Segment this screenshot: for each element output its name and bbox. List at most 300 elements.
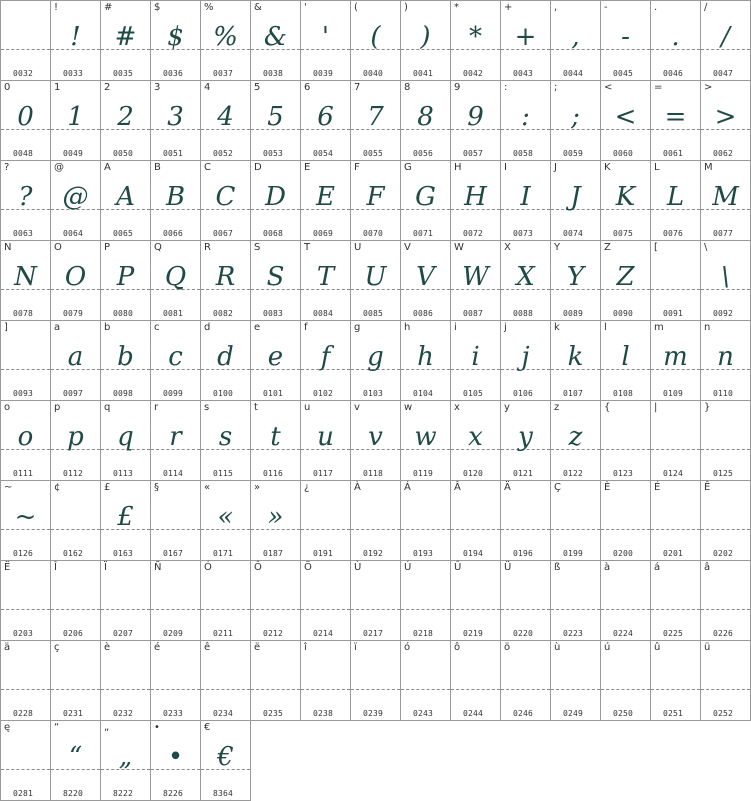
handwritten-glyph: 6 (317, 102, 334, 132)
reference-character: S (254, 242, 261, 253)
glyph-cell (0, 321, 51, 401)
character-code: 0163 (113, 549, 134, 558)
character-code: 0076 (663, 229, 684, 238)
handwritten-glyph: d (217, 342, 234, 372)
reference-character: ¿ (304, 482, 310, 493)
handwritten-glyph (551, 575, 600, 619)
glyph-cell (201, 161, 251, 241)
glyph-cell (251, 561, 301, 641)
handwritten-glyph: $ (167, 22, 184, 52)
character-code: 0073 (513, 229, 534, 238)
handwritten-glyph: N (14, 262, 37, 292)
glyph-cell (301, 401, 351, 481)
glyph-cell (401, 241, 451, 321)
glyph-cell (451, 241, 501, 321)
handwritten-glyph: v (368, 422, 383, 452)
character-code: 0047 (713, 69, 734, 78)
reference-character: 0 (4, 82, 11, 93)
reference-character: Î (54, 562, 57, 573)
reference-character: Ö (304, 562, 312, 573)
character-code: 0093 (13, 389, 34, 398)
reference-character: R (204, 242, 211, 253)
handwritten-glyph (201, 575, 250, 619)
handwritten-glyph (651, 575, 700, 619)
handwritten-glyph: I (520, 182, 531, 212)
character-code: 0199 (563, 549, 584, 558)
handwritten-glyph (151, 655, 200, 699)
reference-character: / (704, 2, 708, 13)
character-code: 0112 (63, 469, 84, 478)
glyph-cell (51, 81, 101, 161)
glyph-cell (551, 561, 601, 641)
handwritten-glyph: € (217, 742, 234, 772)
character-code: 0244 (463, 709, 484, 718)
glyph-cell (551, 0, 601, 81)
character-code: 0193 (413, 549, 434, 558)
character-code: 0059 (563, 149, 584, 158)
character-code: 0070 (363, 229, 384, 238)
reference-character: ; (554, 82, 558, 93)
glyph-cell (201, 401, 251, 481)
character-code: 0162 (63, 549, 84, 558)
reference-character: o (4, 402, 11, 413)
character-code: 0055 (363, 149, 384, 158)
glyph-cell (551, 641, 601, 721)
glyph-cell (351, 321, 401, 401)
handwritten-glyph (351, 495, 400, 539)
character-code: 0207 (113, 629, 134, 638)
handwritten-glyph: 9 (467, 102, 484, 132)
glyph-cell (151, 561, 201, 641)
glyph-cell (601, 401, 651, 481)
handwritten-glyph: O (64, 262, 87, 292)
reference-character: ~ (4, 482, 13, 493)
character-code: 0040 (363, 69, 384, 78)
glyph-cell (51, 401, 101, 481)
character-code: 0110 (713, 389, 734, 398)
reference-character: Á (404, 482, 411, 493)
reference-character: # (104, 2, 113, 13)
reference-character: W (454, 242, 464, 253)
reference-character: € (204, 722, 211, 733)
character-code: 0101 (263, 389, 284, 398)
reference-character: ¢ (54, 482, 61, 493)
glyph-cell (351, 561, 401, 641)
reference-character: + (504, 2, 513, 13)
handwritten-glyph (1, 15, 50, 59)
character-code: 0075 (613, 229, 634, 238)
glyph-cell (351, 641, 401, 721)
handwritten-glyph: ~ (14, 502, 37, 532)
reference-character: * (454, 2, 459, 13)
handwritten-glyph: ; (571, 102, 580, 132)
reference-character: Ù (354, 562, 362, 573)
character-code: 0077 (713, 229, 734, 238)
glyph-cell (101, 161, 151, 241)
character-code: 0224 (613, 629, 634, 638)
handwritten-glyph (101, 655, 150, 699)
character-code: 0100 (213, 389, 234, 398)
handwritten-glyph (451, 655, 500, 699)
reference-character: Ü (504, 562, 512, 573)
character-code: 0041 (413, 69, 434, 78)
handwritten-glyph: t (270, 422, 281, 452)
glyph-cell (301, 241, 351, 321)
reference-character: é (154, 642, 161, 653)
reference-character: Q (154, 242, 162, 253)
handwritten-glyph (51, 575, 100, 619)
reference-character: y (504, 402, 510, 413)
handwritten-glyph (351, 575, 400, 619)
handwritten-glyph (601, 495, 650, 539)
character-code: 8222 (113, 789, 134, 798)
character-code: 0083 (263, 309, 284, 318)
handwritten-glyph: H (464, 182, 487, 212)
glyph-cell (251, 321, 301, 401)
glyph-cell (101, 241, 151, 321)
reference-character: î (304, 642, 307, 653)
handwritten-glyph: Q (164, 262, 187, 292)
character-code: 0238 (313, 709, 334, 718)
reference-character: ï (354, 642, 357, 653)
handwritten-glyph: k (567, 342, 584, 372)
handwritten-glyph: W (462, 262, 489, 292)
reference-character: 2 (104, 82, 111, 93)
glyph-cell (651, 641, 701, 721)
glyph-cell (651, 0, 701, 81)
reference-character: L (654, 162, 660, 173)
handwritten-glyph: + (514, 22, 537, 52)
handwritten-glyph: „ (118, 742, 133, 772)
reference-character: É (654, 482, 661, 493)
character-code: 0045 (613, 69, 634, 78)
glyph-cell (251, 241, 301, 321)
handwritten-glyph: M (712, 182, 739, 212)
character-code: 0167 (163, 549, 184, 558)
character-code: 0251 (663, 709, 684, 718)
handwritten-glyph (701, 575, 750, 619)
glyph-cell (501, 81, 551, 161)
character-code: 0225 (663, 629, 684, 638)
reference-character: £ (104, 482, 111, 493)
glyph-cell (601, 0, 651, 81)
glyph-cell (0, 481, 51, 561)
reference-character: Ú (404, 562, 412, 573)
handwritten-glyph (601, 415, 650, 459)
character-code: 0281 (13, 789, 34, 798)
reference-character: Ó (204, 562, 212, 573)
handwritten-glyph (701, 655, 750, 699)
reference-character: % (204, 2, 214, 13)
handwritten-glyph: A (116, 182, 135, 212)
handwritten-glyph: q (117, 422, 134, 452)
reference-character: ! (54, 2, 59, 13)
character-code: 0064 (63, 229, 84, 238)
character-code: 0067 (213, 229, 234, 238)
character-code: 0088 (513, 309, 534, 318)
handwritten-glyph (301, 655, 350, 699)
glyph-cell (151, 321, 201, 401)
glyph-cell (151, 401, 201, 481)
character-code: 0104 (413, 389, 434, 398)
handwritten-glyph: \ (721, 262, 730, 292)
reference-character: « (204, 482, 211, 493)
glyph-cell (301, 641, 351, 721)
character-code: 0084 (313, 309, 334, 318)
glyph-cell (651, 81, 701, 161)
handwritten-glyph: ) (420, 22, 431, 52)
character-code: 0233 (163, 709, 184, 718)
character-code: 0117 (313, 469, 334, 478)
reference-character: ë (254, 642, 261, 653)
character-code: 0042 (463, 69, 484, 78)
handwritten-glyph: 5 (267, 102, 284, 132)
reference-character: â (704, 562, 711, 573)
glyph-cell (0, 721, 51, 801)
handwritten-glyph: G (415, 182, 436, 212)
reference-character: 6 (304, 82, 311, 93)
handwritten-glyph: ( (370, 22, 381, 52)
character-code: 0060 (613, 149, 634, 158)
character-code: 0191 (313, 549, 334, 558)
reference-character: 8 (404, 82, 411, 93)
handwritten-glyph: r (169, 422, 182, 452)
character-code: 0220 (513, 629, 534, 638)
handwritten-glyph: g (367, 342, 384, 372)
reference-character: U (354, 242, 362, 253)
glyph-cell (501, 161, 551, 241)
handwritten-glyph: - (621, 22, 630, 52)
character-code: 0086 (413, 309, 434, 318)
reference-character: Ñ (154, 562, 162, 573)
reference-character: N (4, 242, 12, 253)
handwritten-glyph (601, 655, 650, 699)
glyph-cell (401, 0, 451, 81)
handwritten-glyph: y (518, 422, 533, 452)
character-code: 0054 (313, 149, 334, 158)
character-code: 0114 (163, 469, 184, 478)
character-code: 0235 (263, 709, 284, 718)
character-code: 0061 (663, 149, 684, 158)
handwritten-glyph: ? (18, 182, 33, 212)
reference-character: Z (604, 242, 611, 253)
glyph-cell (0, 0, 51, 81)
glyph-cell (551, 161, 601, 241)
reference-character: M (704, 162, 713, 173)
glyph-cell (101, 321, 151, 401)
handwritten-glyph: w (414, 422, 437, 452)
character-code: 0052 (213, 149, 234, 158)
glyph-cell (501, 321, 551, 401)
glyph-cell (201, 241, 251, 321)
character-code: 0192 (363, 549, 384, 558)
character-code: 0105 (463, 389, 484, 398)
character-code: 0200 (613, 549, 634, 558)
glyph-cell (451, 641, 501, 721)
handwritten-glyph: K (615, 182, 636, 212)
handwritten-glyph (51, 655, 100, 699)
glyph-cell (0, 641, 51, 721)
reference-character: ä (4, 642, 11, 653)
handwritten-glyph (401, 575, 450, 619)
glyph-cell (151, 241, 201, 321)
glyph-cell (501, 0, 551, 81)
handwritten-glyph (651, 255, 700, 299)
reference-character: á (654, 562, 661, 573)
glyph-cell (551, 81, 601, 161)
character-code: 0098 (113, 389, 134, 398)
reference-character: H (454, 162, 462, 173)
character-code: 0081 (163, 309, 184, 318)
glyph-cell (151, 0, 201, 81)
character-code: 0043 (513, 69, 534, 78)
character-code: 0099 (163, 389, 184, 398)
character-code: 0171 (213, 549, 234, 558)
handwritten-glyph: S (266, 262, 285, 292)
glyph-cell (301, 81, 351, 161)
character-code: 0107 (563, 389, 584, 398)
reference-character: û (654, 642, 661, 653)
handwritten-glyph (601, 575, 650, 619)
character-code: 0203 (13, 629, 34, 638)
glyph-cell (201, 721, 251, 801)
character-code: 0087 (463, 309, 484, 318)
handwritten-glyph (401, 495, 450, 539)
handwritten-glyph: j (521, 342, 530, 372)
reference-character: j (504, 322, 507, 333)
glyph-cell (601, 241, 651, 321)
glyph-cell (101, 641, 151, 721)
reference-character: À (354, 482, 361, 493)
reference-character: w (404, 402, 413, 413)
reference-character: Ä (504, 482, 511, 493)
handwritten-glyph (301, 495, 350, 539)
character-code: 0226 (713, 629, 734, 638)
character-code: 0080 (113, 309, 134, 318)
reference-character: z (554, 402, 560, 413)
character-code: 0037 (213, 69, 234, 78)
character-code: 0065 (113, 229, 134, 238)
reference-character: v (354, 402, 360, 413)
glyph-cell (151, 161, 201, 241)
handwritten-glyph (551, 495, 600, 539)
character-code: 0049 (63, 149, 84, 158)
glyph-cell (301, 561, 351, 641)
reference-character: d (204, 322, 211, 333)
glyph-cell (401, 481, 451, 561)
glyph-cell (301, 321, 351, 401)
character-code: 0252 (713, 709, 734, 718)
glyph-cell (451, 0, 501, 81)
character-code: 0091 (663, 309, 684, 318)
reference-character: l (604, 322, 607, 333)
character-code: 0102 (313, 389, 334, 398)
character-code: 0219 (463, 629, 484, 638)
handwritten-glyph (251, 575, 300, 619)
glyph-cell (351, 481, 401, 561)
handwritten-glyph (1, 655, 50, 699)
glyph-cell (201, 321, 251, 401)
glyph-cell (251, 641, 301, 721)
handwritten-glyph (51, 495, 100, 539)
glyph-cell (501, 561, 551, 641)
reference-character: 7 (354, 82, 361, 93)
glyph-cell (701, 561, 751, 641)
character-code: 0051 (163, 149, 184, 158)
reference-character: r (154, 402, 159, 413)
handwritten-glyph: u (317, 422, 334, 452)
character-code: 0050 (113, 149, 134, 158)
reference-character: e (254, 322, 261, 333)
handwritten-glyph: 2 (117, 102, 134, 132)
handwritten-glyph: £ (117, 502, 134, 532)
reference-character: K (604, 162, 611, 173)
glyph-cell (601, 561, 651, 641)
reference-character: ö (504, 642, 511, 653)
reference-character: è (104, 642, 111, 653)
character-code: 0116 (263, 469, 284, 478)
character-code: 0035 (113, 69, 134, 78)
character-code: 0125 (713, 469, 734, 478)
glyph-cell (551, 321, 601, 401)
character-code: 0039 (313, 69, 334, 78)
glyph-cell (351, 81, 401, 161)
character-code: 0118 (363, 469, 384, 478)
character-code: 8220 (63, 789, 84, 798)
glyph-cell (701, 321, 751, 401)
character-code: 0239 (363, 709, 384, 718)
reference-character: ê (204, 642, 211, 653)
character-code: 0069 (313, 229, 334, 238)
reference-character: h (404, 322, 411, 333)
handwritten-glyph: Z (616, 262, 635, 292)
handwritten-glyph: X (516, 262, 535, 292)
glyph-cell (401, 401, 451, 481)
reference-character: G (404, 162, 412, 173)
character-code: 0223 (563, 629, 584, 638)
handwritten-glyph: & (263, 22, 288, 52)
glyph-cell (151, 721, 201, 801)
reference-character: 4 (204, 82, 211, 93)
handwritten-glyph: 0 (17, 102, 34, 132)
character-code: 0187 (263, 549, 284, 558)
handwritten-glyph: « (217, 502, 234, 532)
handwritten-glyph: c (168, 342, 183, 372)
handwritten-glyph: U (364, 262, 387, 292)
reference-character: » (254, 482, 261, 493)
character-code: 0089 (563, 309, 584, 318)
handwritten-glyph: 4 (217, 102, 234, 132)
handwritten-glyph (501, 575, 550, 619)
reference-character: | (654, 402, 658, 413)
glyph-cell (251, 481, 301, 561)
glyph-cell (201, 481, 251, 561)
glyph-cell (401, 81, 451, 161)
reference-character: u (304, 402, 311, 413)
reference-character: g (354, 322, 361, 333)
character-code: 0123 (613, 469, 634, 478)
character-code: 0211 (213, 629, 234, 638)
reference-character: Ê (704, 482, 711, 493)
glyph-cell (651, 561, 701, 641)
glyph-cell (101, 481, 151, 561)
reference-character: P (104, 242, 111, 253)
glyph-cell (501, 241, 551, 321)
glyph-cell (51, 481, 101, 561)
glyph-cell (0, 241, 51, 321)
glyph-cell (601, 161, 651, 241)
handwritten-glyph: % (213, 22, 238, 52)
